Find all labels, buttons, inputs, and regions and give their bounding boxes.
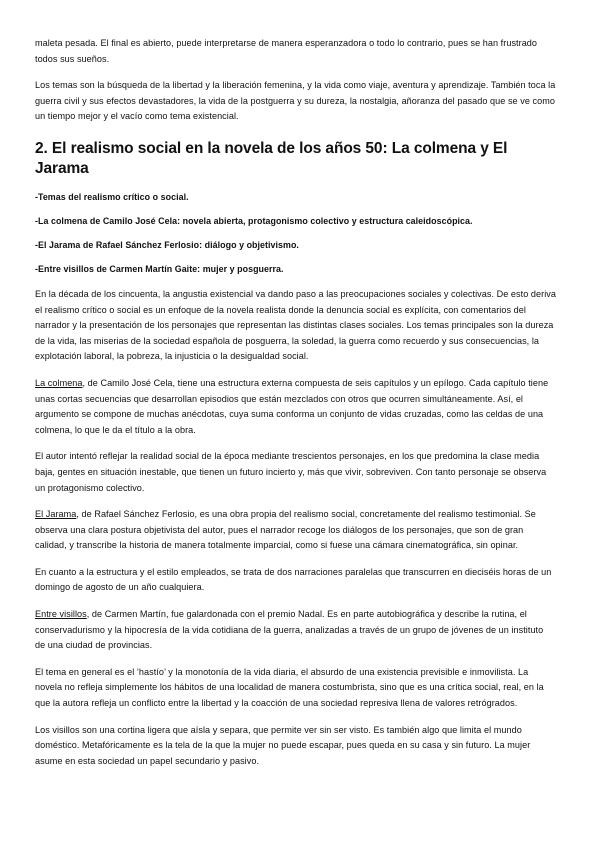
topic-item: -Entre visillos de Carmen Martín Gaite: mujer y posguerra. bbox=[35, 263, 284, 274]
intro-paragraph: maleta pesada. El final es abierto, puede interpretarse de manera esperanzadora o todo lo contrario, pues se han frustrado todos sus sueños. bbox=[35, 38, 538, 64]
topic-item: -El Jarama de Rafael Sánchez Ferlosio: diálogo y objetivismo. bbox=[35, 239, 299, 250]
visillos-text: , de Carmen Martín, fue galardonada con el premio Nadal. Es en parte autobiográfica y describe la rutina, el conservadurismo y la hipocresía de la vida cotidiana de la guerra, analizadas a través de un grupo de jóvenes de un instituto de una ciudad de provincias. bbox=[35, 609, 544, 651]
colmena-paragraph bbox=[35, 376, 556, 438]
jarama-paragraph-2: En cuanto a la estructura y el estilo empleados, se trata de dos narraciones paralelas que transcurren en dieciséis horas de un domingo de agosto de un año cualquiera. bbox=[35, 566, 552, 593]
visillos-paragraph-3: Los visillos son una cortina ligera que aísla y separa, que permite ver sin ser visto. Es también algo que limita el mundo doméstico. Metafóricamente es la tela de la que la mujer no puede escapar, pues queda en su casa y sin futuro. La mujer asume en esta sociedad un papel secundario y pasivo. bbox=[35, 724, 531, 766]
jarama-paragraph bbox=[35, 507, 556, 554]
visillos-paragraph bbox=[35, 607, 556, 654]
section-title: 2. El realismo social en la novela de los años 50: La colmena y El Jarama bbox=[35, 139, 508, 177]
visillos-title: Entre visillos bbox=[35, 609, 87, 620]
visillos-paragraph-2: El tema en general es el ‘hastío’ y la monotonía de la vida diaria, el absurdo de una existencia previsible e inmovilista. La novela no refleja simplemente los hábitos de una localidad de manera costumbrista, sino que es una crítica social, real, en la que la autora refleja un conflicto entre la libertad y la coacción de una sociedad represiva llena de valores retrógrados. bbox=[35, 666, 544, 709]
topic-item: -La colmena de Camilo José Cela: novela abierta, protagonismo colectivo y estructura caleidoscópica. bbox=[35, 215, 473, 226]
context-paragraph: En la década de los cincuenta, la angustia existencial va dando paso a las preocupaciones sociales y colectivas. De esto deriva el realismo crítico o social es un enfoque de la novela realista donde la denuncia social es explícita, con comentarios del narrador y la presentación de los personajes que representan las distintas clases sociales. Los temas principales son la dureza de la vida, las miserias de la sociedad española de posguerra, la soledad, la guerra como recuerdo y sus consecuencias, la explotación laboral, la pobreza, la injusticia o la desigualdad social. bbox=[35, 288, 556, 362]
colmena-paragraph-2: El autor intentó reflejar la realidad social de la época mediante trescientos personajes, en los que predomina la clase media baja, gentes en situación inestable, que tienen un futuro incierto y, más que vivir, sobreviven. Con tanto personaje se observa un protagonismo colectivo. bbox=[35, 451, 547, 493]
jarama-text: , de Rafael Sánchez Ferlosio, es una obra propia del realismo social, concretamente del realismo testimonial. Se observa una clara postura objetivista del autor, pues el narrador recoge los diálogos de los personajes, que son de gran calidad, y transcribe la historia de manera totalmente imparcial, como si fuese una cámara cinematográfica, sin opinar. bbox=[35, 509, 536, 551]
colmena-text: , de Camilo José Cela, tiene una estructura externa compuesta de seis capítulos y un epílogo. Cada capítulo tiene unas cortas secuencias que desarrollan episodios que están mezclados con otros que ocurren simultáneamente. Así, el argumento se compone de muchas anécdotas, cuya suma conforma un conjunto de vidas cruzadas, como las celdas de una colmena, lo que le da el título a la obra. bbox=[35, 377, 549, 435]
topic-item: -Temas del realismo crítico o social. bbox=[35, 191, 189, 202]
jarama-title: El Jarama bbox=[35, 509, 77, 520]
themes-paragraph: Los temas son la búsqueda de la libertad y la liberación femenina, y la vida como viaje, aventura y aprendizaje. También toca la guerra civil y sus efectos devastadores, la vida de la postguerra y su dureza, la nostalgia, añoranza del pasado que se ve como un tiempo mejor y el vacío como tema existencial. bbox=[35, 80, 556, 122]
colmena-title: La colmena bbox=[35, 377, 83, 388]
